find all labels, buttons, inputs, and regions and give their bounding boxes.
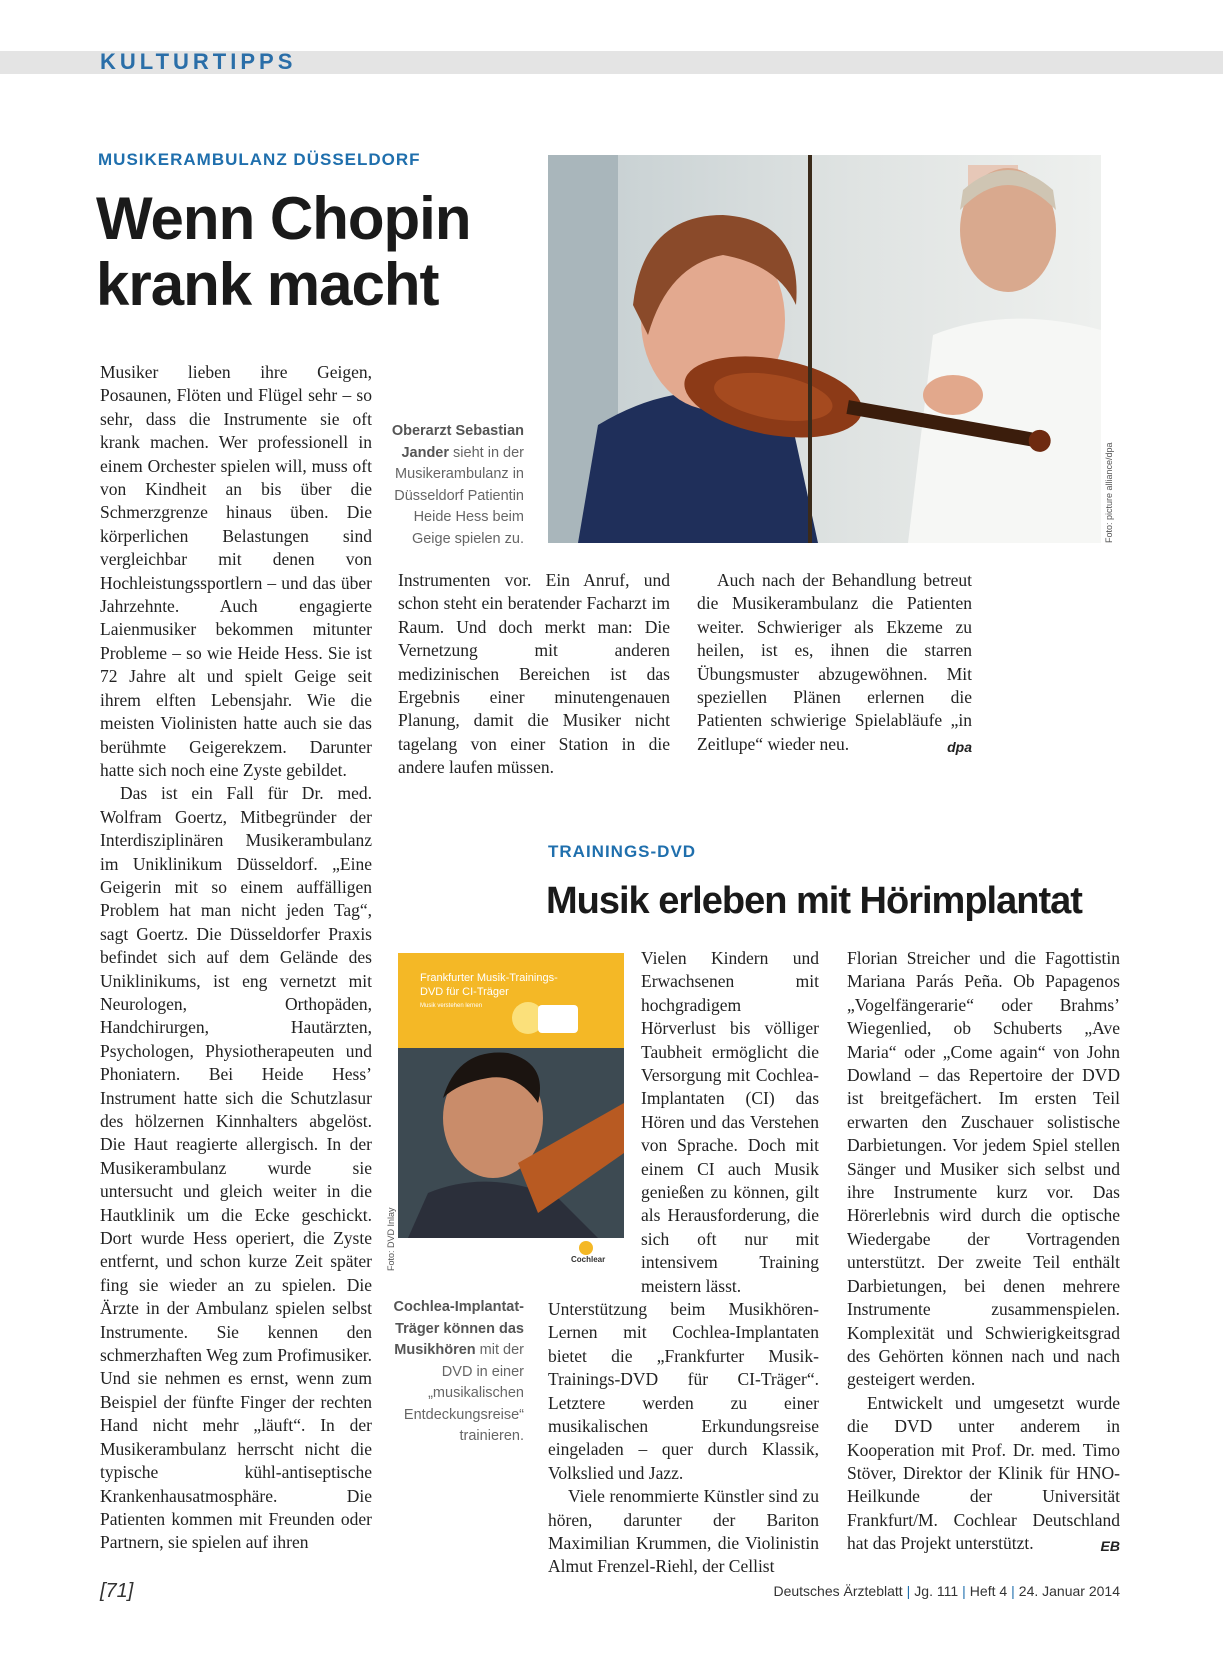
- paragraph: [847, 1392, 1120, 1556]
- paragraph: Unterstützung beim Musikhören-Lernen mit Cochlea-Implantaten bietet die „Frankfurter Musik-Trainings-DVD für CI-Träger“. Letztere werden zu einer musikalischen Erkundungsreise eingeladen – quer durch Klassik, Volkslied und Jazz.: [548, 1299, 819, 1483]
- dvd-photo-credit: Foto: DVD Inlay: [386, 1207, 396, 1271]
- article2-headline: Musik erleben mit Hörimplantat: [546, 880, 1082, 922]
- volume: Jg. 111: [914, 1583, 959, 1599]
- paragraph: [697, 569, 972, 756]
- photo-credit: Foto: picture alliance/dpa: [1104, 442, 1114, 543]
- paragraph: Das ist ein Fall für Dr. med. Wolfram Goertz, Mitbegründer der Interdisziplinären Musikerambulanz im Uniklinikum Düsseldorf. „Eine Geigerin mit so einem auffälligen Problem hat man nicht jeden Tag“, sagt Goertz. Die Düsseldorfer Praxis befindet sich auf dem Gelände des Uniklinikums, ist eng vernetzt mit Neurologen, Orthopäden, Handchirurgen, Hautärzten, Psychologen, Physiotherapeuten und Phoniatern. Bei Heide Hess’ Instrument hatte sich die Schutzlasur des hölzernen Kinnhalters abgelöst. Die Haut reagierte allergisch. In der Musikerambulanz wurde sie untersucht und gleich weiter in die Hautklinik um die Ecke geschickt. Dort wurde Hess operiert, die Zyste entfernt, und schon kurze Zeit später fing sie wieder an zu spielen. Die Ärzte in der Ambulanz spielen selbst Instrumente. Sie kennen den schmerzhaften Weg zum Profimusiker. Und sie nehmen es ernst, wenn zum Beispiel der fünfte Finger der rechten Hand nicht mehr „läuft“. In der Musikerambulanz herrscht nicht die typische kühl-antiseptische Krankenhausatmosphäre. Die Patienten kommen mit Freunden oder Partnern, sie spielen auf ihren: [100, 783, 372, 1553]
- article2-column-1-bottom: [548, 1298, 819, 1579]
- headline-line-1: Wenn Chopin: [96, 185, 471, 252]
- caption-text: sieht in der Musikerambulanz in Düsseldorf Patientin Heide Hess beim Geige spielen zu.: [394, 444, 524, 547]
- caption-lead: Oberarzt Sebastian Jander: [391, 423, 524, 461]
- signature: dpa: [947, 738, 972, 755]
- paragraph-text: Entwickelt und umgesetzt wurde die DVD unter anderem in Kooperation mit Prof. Dr. med. Timo Stöver, Direktor der Klinik für HNO-Heilkunde der Universität Frankfurt/M. Cochlear Deutschland hat das Projekt unterstützt.: [847, 1392, 1120, 1554]
- page-number: [71]: [100, 1580, 134, 1602]
- headline-line-2: krank macht: [96, 251, 439, 318]
- paragraph: Florian Streicher und die Fagottistin Mariana Parás Peña. Ob Papagenos „Vogelfängerarie“ oder Brahms’ Wiegenlied, ob Schuberts „Ave Maria“ oder „Come again“ von John Dowland – das Repertoire der DVD ist breitgefächert. Im ersten Teil erwarten den Zuschauer solistische Darbietungen. Vor jedem Spiel stellen Sänger und Musiker sich selbst und ihre Instrumente kurz vor. Das Hörerlebnis wird durch die optische Wiedergabe der Vortragenden unterstützt. Der zweite Teil enthält Darbietungen, bei denen mehrere Instrumente zusammenspielen. Komplexität und Schwierigkeitsgrad des Gehörten können nach und nach gesteigert werden.: [847, 948, 1120, 1390]
- issue: Heft 4: [969, 1583, 1008, 1599]
- separator: |: [1011, 1583, 1015, 1599]
- caption-text: mit der DVD in einer „musikalischen Entdeckungsreise“ trainieren.: [403, 1342, 524, 1444]
- dvd-brand: Cochlear: [571, 1255, 606, 1264]
- article1-kicker: MUSIKERAMBULANZ DÜSSELDORF: [98, 150, 421, 169]
- dvd-title: Frankfurter Musik-Trainings-DVD für CI-Träger: [420, 972, 558, 998]
- violin-photo: [548, 155, 1101, 543]
- article2-photo-caption: [390, 1297, 524, 1448]
- article1-column-1: [100, 361, 372, 1555]
- article2-column-2: [847, 947, 1120, 1559]
- paragraph: Vielen Kindern und Erwachsenen mit hochgradigem Hörverlust bis völliger Taubheit ermöglicht die Versorgung mit Cochlea-Implantaten (CI) das Hören und das Verstehen von Sprache. Doch mit einem CI auch Musik genießen zu können, gilt als Herausforderung, die sich oft nur mit intensivem Training meistern lässt.: [641, 948, 819, 1296]
- dvd-subtitle: Musik verstehen lernen: [420, 1003, 483, 1009]
- article1-column-3: [697, 569, 972, 759]
- article2-kicker: TRAININGS-DVD: [548, 842, 697, 861]
- article1-headline: [96, 186, 471, 318]
- section-label: KULTURTIPPS: [100, 49, 297, 74]
- footer-publication: [773, 1583, 1120, 1599]
- article1-photo-caption: [390, 421, 524, 550]
- paragraph: Musiker lieben ihre Geigen, Posaunen, Flöten und Flügel sehr – so sehr, dass die Instrumente sie oft krank machen. Wer professionell in einem Orchester spielen will, muss oft von Kindheit an bis über die Schmerzgrenze hinaus üben. Die körperlichen Belastungen sind vergleichbar mit denen von Hochleistungssportlern – und das über Jahrzehnte. Auch engagierte Laienmusiker bekommen mitunter Probleme – so wie Heide Hess. Sie ist 72 Jahre alt und spielt Geige seit ihrem elften Lebensjahr. Wie die meisten Violinisten hatte auch sie das berühmte Geigerekzem. Darunter hatte sich noch eine Zyste gebildet.: [100, 362, 372, 780]
- journal-name: Deutsches Ärzteblatt: [773, 1583, 903, 1599]
- dvd-cover: [398, 953, 624, 1271]
- caption-lead: Cochlea-Implantat-Träger können das Musikhören: [393, 1299, 524, 1358]
- separator: |: [962, 1583, 966, 1599]
- article2-column-1-top: [641, 947, 819, 1298]
- violin-photo-illustration: [548, 155, 1101, 543]
- separator: |: [906, 1583, 911, 1599]
- issue-date: 24. Januar 2014: [1018, 1583, 1120, 1599]
- article1-column-2: [398, 569, 670, 780]
- paragraph-text: Auch nach der Behandlung betreut die Musikerambulanz die Patienten weiter. Schwieriger als Ekzeme zu heilen, ist es, ihnen die starren Übungsmuster abzugewöhnen. Mit speziellen Plänen erlernen die Patienten schwierige Spielabläufe „in Zeitlupe“ wieder neu.: [697, 570, 972, 754]
- signature: EB: [1100, 1538, 1120, 1555]
- dvd-cover-illustration: [398, 953, 624, 1271]
- paragraph: Viele renommierte Künstler sind zu hören, darunter der Bariton Maximilian Krummen, die Violinistin Almut Frenzel-Riehl, der Cellist: [548, 1486, 819, 1577]
- paragraph: Instrumenten vor. Ein Anruf, und schon steht ein beratender Facharzt im Raum. Und doch merkt man: Die Vernetzung mit anderen medizinischen Bereichen ist das Ergebnis einer minutengenauen Planung, damit die Musiker nicht tagelang von einer Station in die andere laufen müssen.: [398, 570, 670, 778]
